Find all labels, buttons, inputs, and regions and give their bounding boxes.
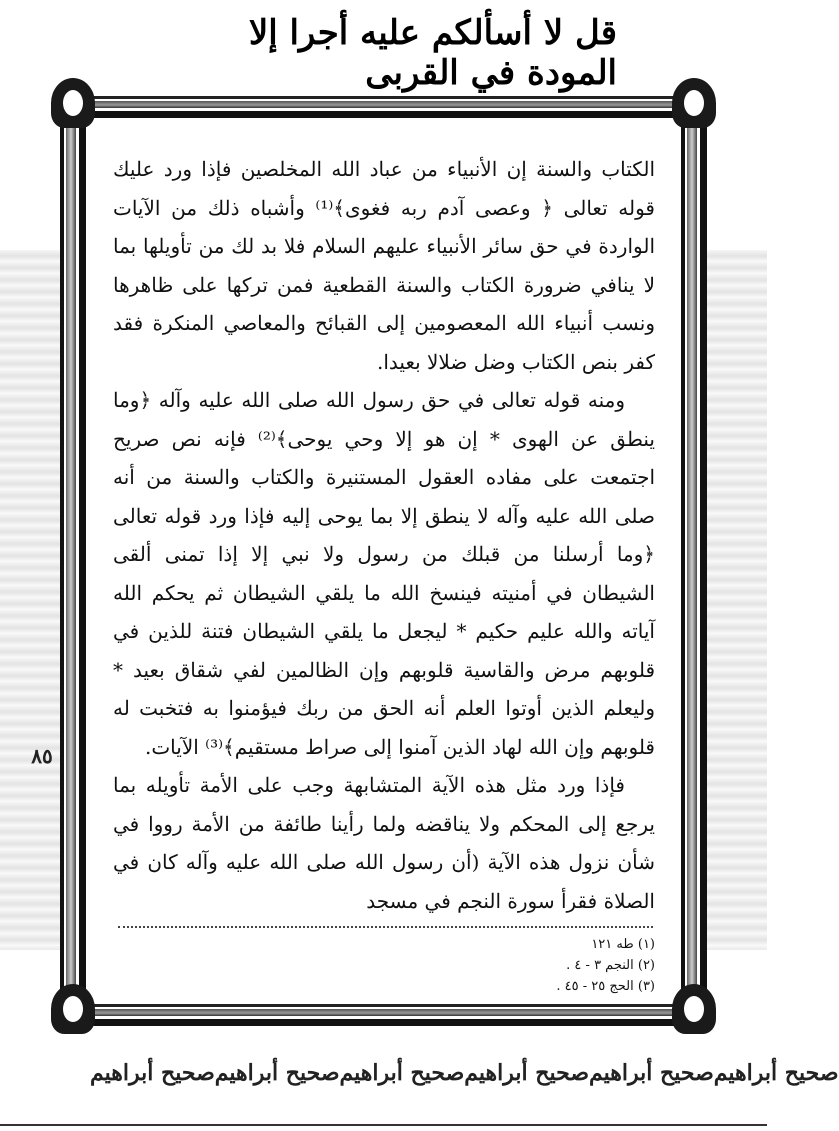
frame-corner-ornament (672, 78, 716, 128)
calligraphy-motif: صحيح أبراهيم (90, 1060, 215, 1086)
paragraph: الكتاب والسنة إن الأنبياء من عباد الله المخلصين فإذا ورد عليك قوله تعالى ﴿ وعصى آدم ربه فغوى﴾⁽¹⁾ وأشباه ذلك من الآيات الواردة في حق سائر الأنبياء عليهم السلام فلا بد لك من تأويلها بما لا ينافي ضرورة الكتاب والسنة القطعية فمن تركها على ظاهرها ونسب أنبياء الله المعصومين إلى القبائح والمعاصي المنكرة فقد كفر بنص الكتاب وضل ضلالا بعيدا. (113, 157, 655, 374)
footnote: (٢) النجم ٣ - ٤ . (566, 958, 655, 973)
calligraphy-motif: صحيح أبراهيم (713, 1060, 839, 1086)
frame-corner-ornament (672, 984, 716, 1034)
bottom-calligraphy-strip (90, 1038, 839, 1108)
paragraph: فإذا ورد مثل هذه الآية المتشابهة وجب على الأمة تأويله بما يرجع إلى المحكم ولا يناقضه ولما رأينا طائفة من الأمة رووا في شأن نزول هذه الآية (أن رسول الله صلى الله عليه وآله كان في الصلاة فقرأ سورة النجم في مسجد (113, 773, 655, 913)
footnote: (٣) الحج ٢٥ - ٤٥ . (556, 979, 655, 994)
frame-right-pillar (681, 105, 707, 1010)
bottom-rule (0, 1124, 767, 1126)
body-text (113, 150, 655, 920)
paragraph: ومنه قوله تعالى في حق رسول الله صلى الله عليه وآله ﴿وما ينطق عن الهوى * إن هو إلا وحي يوحى﴾⁽²⁾ فإنه نص صريح اجتمعت على مفاده العقول المستنيرة والكتاب والسنة من أنه صلى الله عليه وآله لا ينطق إلا بما يوحى إليه فإذا ورد قوله تعالى ﴿وما أرسلنا من قبلك من رسول ولا نبي إلا إذا تمنى ألقى الشيطان في أمنيته فينسخ الله ما يلقي الشيطان ثم يحكم الله آياته والله عليم حكيم * ليجعل ما يلقي الشيطان فتنة للذين في قلوبهم مرض والقاسية قلوبهم وإن الظالمين لفي شقاق بعيد * وليعلم الذين أوتوا العلم أنه الحق من ربك فيؤمنوا به فتخبت له قلوبهم وإن الله لهاد الذين آمنوا إلى صراط مستقيم﴾⁽³⁾ الآيات. (113, 388, 655, 759)
left-ornament-border (0, 250, 60, 950)
frame-left-pillar (60, 105, 86, 1010)
frame-corner-ornament (51, 984, 95, 1034)
frame-bottom-bar (55, 1004, 712, 1026)
calligraphy-motif: صحيح أبراهيم (339, 1060, 465, 1086)
calligraphy-motif: صحيح أبراهيم (464, 1060, 589, 1086)
page-number: ٨٥ (31, 744, 53, 768)
header-calligraphy: قل لا أسألكم عليه أجرا إلا المودة في القربى (248, 13, 617, 93)
footnote-divider (118, 926, 653, 928)
frame-top-bar (55, 96, 712, 118)
footnote: (١) طه ١٢١ (591, 937, 655, 952)
calligraphy-motif: صحيح أبراهيم (214, 1060, 340, 1086)
footnotes (420, 934, 655, 997)
calligraphy-motif: صحيح أبراهيم (589, 1060, 714, 1086)
frame-corner-ornament (51, 78, 95, 128)
right-ornament-border (707, 250, 767, 950)
